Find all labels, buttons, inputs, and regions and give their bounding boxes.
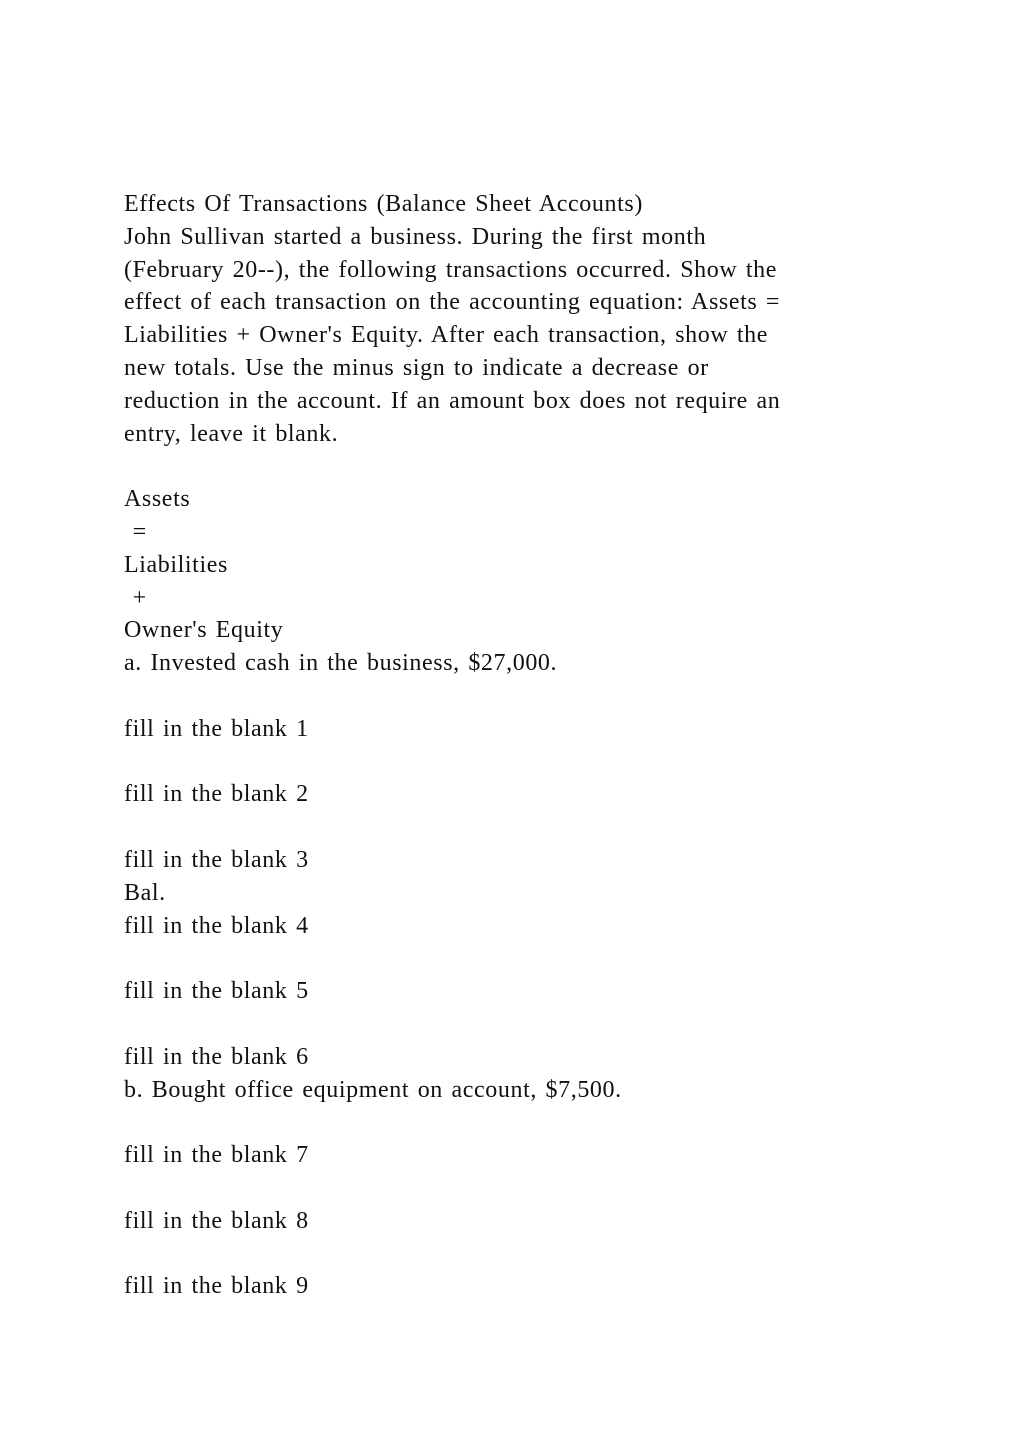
transaction-a-label: a. Invested cash in the business, $27,000. [124,650,558,677]
fill-in-blank-1[interactable]: fill in the blank 1 [124,715,309,742]
intro-line: (February 20--), the following transactions occurred. Show the [124,256,778,283]
spacer [124,680,904,713]
spacer [124,1106,904,1139]
equation-equals-sign: = [132,518,147,545]
fill-in-blank-2[interactable]: fill in the blank 2 [124,781,309,808]
spacer [124,811,904,844]
intro-line: John Sullivan started a business. During the first month [124,223,707,250]
equation-plus-sign: + [132,584,147,611]
transaction-b-label: b. Bought office equipment on account, $7,500. [124,1076,622,1103]
balance-label: Bal. [124,879,166,906]
fill-in-blank-4[interactable]: fill in the blank 4 [124,912,309,939]
spacer [124,1238,904,1271]
spacer [124,942,904,975]
intro-line: entry, leave it blank. [124,420,339,447]
equation-owners-equity-label: Owner's Equity [124,617,284,644]
equation-assets-label: Assets [124,486,191,513]
fill-in-blank-8[interactable]: fill in the blank 8 [124,1207,309,1234]
intro-line: Liabilities + Owner's Equity. After each transaction, show the [124,322,769,349]
intro-line: effect of each transaction on the accounting equation: Assets = [124,289,781,316]
intro-line: reduction in the account. If an amount box does not require an [124,387,781,414]
fill-in-blank-5[interactable]: fill in the blank 5 [124,978,309,1005]
fill-in-blank-7[interactable]: fill in the blank 7 [124,1142,309,1169]
spacer [124,450,904,483]
intro-line: new totals. Use the minus sign to indicate a decrease or [124,354,709,381]
spacer [124,1008,904,1041]
fill-in-blank-9[interactable]: fill in the blank 9 [124,1273,309,1300]
equation-liabilities-label: Liabilities [124,551,228,578]
document-title: Effects Of Transactions (Balance Sheet Accounts) [124,191,643,217]
fill-in-blank-6[interactable]: fill in the blank 6 [124,1043,309,1070]
spacer [124,1172,904,1205]
fill-in-blank-3[interactable]: fill in the blank 3 [124,846,309,873]
spacer [124,746,904,779]
document-body [124,188,904,1303]
